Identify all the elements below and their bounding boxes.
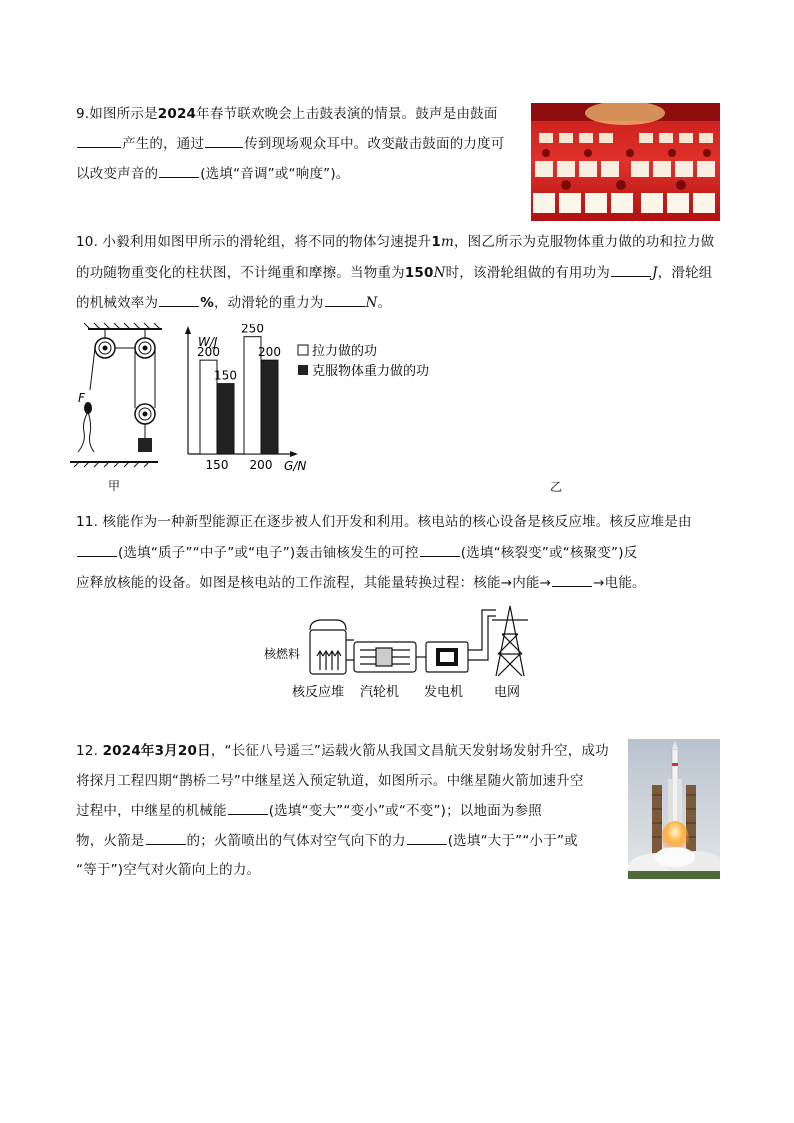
x-tick-label-150: 150 [205,458,229,472]
answer-blank[interactable] [552,572,592,587]
q10-line-3: 的机械效率为 %，动滑轮的重力为 N。 [76,292,391,313]
answer-blank[interactable] [77,542,117,557]
q12-line-5: “等于”)空气对火箭向上的力。 [76,862,261,878]
q11-line-3: 应释放核能的设备。如图是核电站的工作流程，其能量转换过程：核能→内能→ →电能。 [76,572,646,593]
q12-line-2: 将探月工程四期“鹊桥二号”中继星送入预定轨道，如图所示。中继星随火箭加速升空 [76,773,584,789]
answer-blank[interactable] [420,542,460,557]
figure-label-jia: 甲 [108,479,121,493]
legend [298,343,429,379]
q9-line-2: 产生的，通过 传到现场观众耳中。改变敲击鼓面的力度可 [76,133,505,154]
q9-line-1: 9.如图所示是2024年春节联欢晚会上击鼓表演的情景。鼓声是由鼓面 [76,106,498,122]
q10-line-2: 的功随物重变化的柱状图，不计绳重和摩擦。当物重为150N时，该滑轮组做的有用功为 J，滑轮组 [76,262,712,283]
answer-blank[interactable] [159,292,199,307]
grid-label: 电网 [494,685,521,700]
legend-swatch-gravity [298,365,308,375]
data-label-pull-150: 200 [197,345,220,360]
answer-blank[interactable] [77,133,121,148]
x-tick-label-200: 200 [249,458,273,472]
legend-swatch-pull [298,345,308,355]
y-axis-arrow [185,326,191,334]
pulley-diagram [70,322,170,477]
q11-line-2: (选填“质子”“中子”或“电子”)轰击铀核发生的可控 (选填“核裂变”或“核聚变”)反 [76,542,637,563]
legend-label-pull: 拉力做的功 [312,344,378,359]
turbine-label: 汽轮机 [360,685,400,700]
data-label-pull-200: 250 [241,324,264,336]
nuclear-fuel-label: 核燃料 [264,647,301,661]
legend-label-gravity: 克服物体重力做的功 [312,364,430,379]
data-label-gravity-200: 200 [258,345,281,360]
y-axis-label: W/J [198,335,218,349]
q11-line-1: 11. 核能作为一种新型能源正在逐步被人们开发和利用。核电站的核心设备是核反应堆。核反应堆是由 [76,514,692,530]
x-axis-label: G/N [284,459,307,473]
reactor-label: 核反应堆 [292,685,345,700]
data-label-gravity-150: 150 [214,368,237,383]
q9-line-3: 以改变声音的 (选填“音调”或“响度”)。 [76,163,350,184]
figure-label-yi: 乙 [550,480,563,494]
bar-gravity-200 [261,360,278,454]
answer-blank[interactable] [228,800,268,815]
nuclear-plant-diagram [262,600,542,704]
q12-line-4: 物，火箭是 的；火箭喷出的气体对空气向下的力 (选填“大于”“小于”或 [76,830,578,851]
answer-blank[interactable] [407,830,447,845]
answer-blank[interactable] [205,133,243,148]
answer-blank[interactable] [611,262,651,277]
q12-line-3: 过程中，中继星的机械能 (选填“变大”“变小”或“不变”)；以地面为参照 [76,800,542,821]
rocket-launch-photo [628,739,720,879]
answer-blank[interactable] [325,292,365,307]
answer-blank[interactable] [159,163,199,178]
drum-performance-photo [531,103,720,221]
answer-blank[interactable] [146,830,186,845]
generator-label: 发电机 [424,685,464,700]
work-bar-chart [180,324,470,474]
q12-line-1: 12. 2024年3月20日，“长征八号遥三”运载火箭从我国文昌航天发射场发射升空，成功 [76,743,609,759]
x-axis-arrow [290,451,298,457]
q10-line-1: 10. 小毅利用如图甲所示的滑轮组，将不同的物体匀速提升1m，图乙所示为克服物体重力做的功和拉力做 [76,234,715,250]
bar-gravity-150 [217,384,234,454]
force-label: F [78,391,85,405]
